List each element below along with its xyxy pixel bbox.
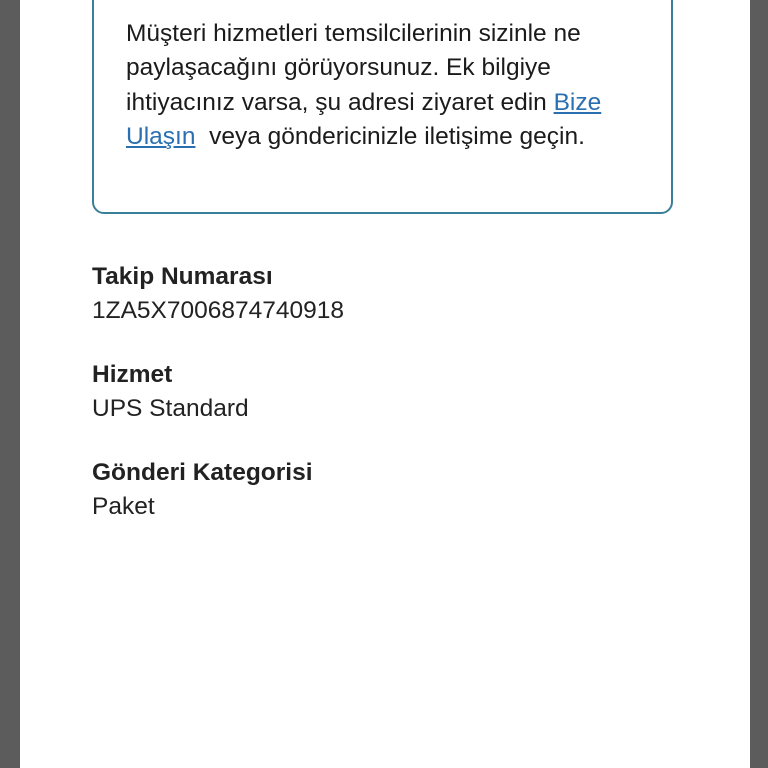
shipment-details-page [20,0,750,768]
service-field [92,358,249,426]
notice-text-after: veya göndericinizle iletişime geçin. [195,122,585,150]
tracking-number-field [92,260,344,328]
service-value: UPS Standard [92,395,249,422]
info-notice-box [92,0,673,214]
notice-text [126,17,666,154]
tracking-number-label: Takip Numarası [92,263,273,290]
shipment-category-field [92,456,313,524]
tracking-number-value: 1ZA5X7006874740918 [92,297,345,324]
shipment-category-value: Paket [92,493,155,520]
shipment-category-label: Gönderi Kategorisi [92,459,313,486]
contact-us-link[interactable]: Bize Ulaşın [126,88,602,150]
service-label: Hizmet [92,361,173,388]
notice-text-before: Müşteri hizmetleri temsilcilerinin sizinle ne paylaşacağını görüyorsunuz. Ek bilgiye ihtiyacınız varsa, şu adresi ziyaret edin [126,20,581,116]
